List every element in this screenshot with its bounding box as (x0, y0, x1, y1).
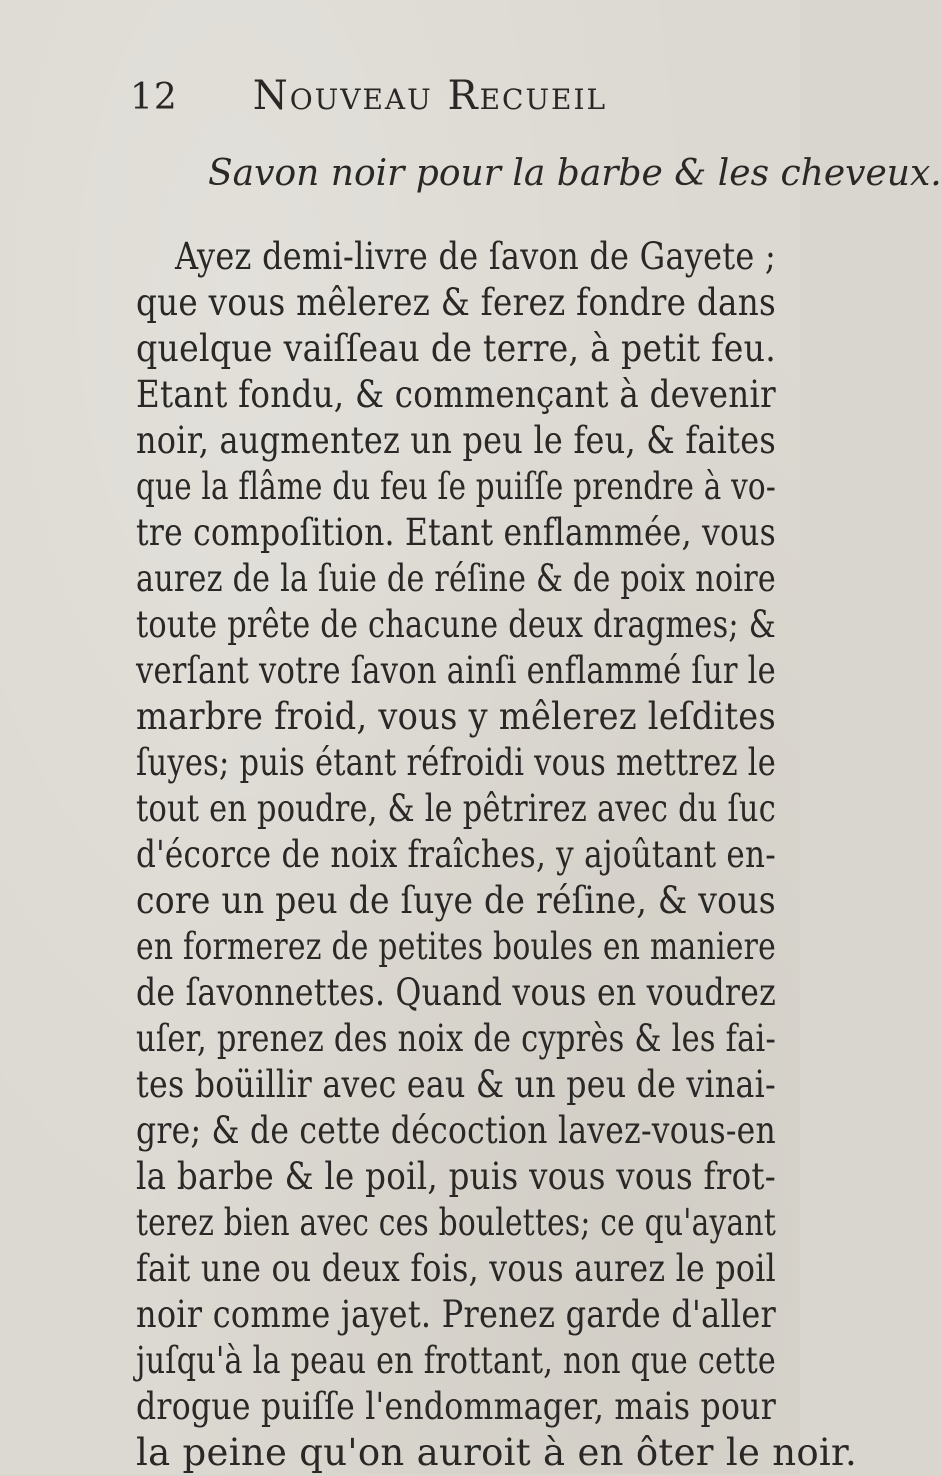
text-line: que la flâme du feu ſe puiſſe prendre à vo- (136, 465, 776, 508)
text-line: en formerez de petites boules en maniere (136, 925, 776, 968)
text-line: Ayez demi-livre de ſavon de Gayete ; (175, 235, 776, 278)
text-line: quelque vaiſſeau de terre, à petit feu. (136, 327, 776, 370)
text-line: uſer, prenez des noix de cyprès & les fai- (136, 1017, 776, 1060)
text-line: fait une ou deux fois, vous aurez le poil (136, 1247, 776, 1290)
text-line: drogue puiſſe l'endommager, mais pour (136, 1385, 776, 1428)
text-line: tout en poudre, & le pêtrirez avec du ſuc (136, 787, 776, 830)
text-line: gre; & de cette décoction lavez-vous-en (136, 1109, 776, 1152)
text-line: de ſavonnettes. Quand vous en voudrez (136, 971, 776, 1014)
text-line: juſqu'à la peau en frottant, non que cette (136, 1339, 776, 1382)
text-line: que vous mêlerez & ferez fondre dans (136, 281, 776, 324)
text-line: Etant fondu, & commençant à devenir (136, 373, 776, 416)
text-line: la barbe & le poil, puis vous vous frot- (136, 1155, 776, 1198)
text-line: terez bien avec ces boulettes; ce qu'ayant (136, 1201, 776, 1244)
page-number: 12 (130, 77, 178, 118)
running-title: Nouveau Recueil (252, 73, 608, 119)
text-line: verſant votre ſavon ainſi enflammé ſur le (136, 649, 776, 692)
text-line: marbre froid, vous y mêlerez leſdites (136, 695, 776, 738)
running-head (130, 68, 750, 124)
text-line: noir, augmentez un peu le feu, & faites (136, 419, 776, 462)
text-line: la peine qu'on auroit à en ôter le noir. (136, 1431, 858, 1474)
section-title: Savon noir pour la barbe & les cheveux. (208, 153, 942, 194)
text-line: aurez de la ſuie de réſine & de poix noire (136, 557, 776, 600)
text-line: tes boüillir avec eau & un peu de vinai- (136, 1063, 776, 1106)
text-line: d'écorce de noix fraîches, y ajoûtant en- (136, 833, 776, 876)
text-line: ſuyes; puis étant réfroidi vous mettrez le (136, 741, 776, 784)
text-line: noir comme jayet. Prenez garde d'aller (136, 1293, 776, 1336)
text-line: core un peu de ſuye de réſine, & vous (136, 879, 776, 922)
text-line: tre compoſition. Etant enflammée, vous (136, 511, 776, 554)
text-line: toute prête de chacune deux dragmes; & (136, 603, 776, 646)
